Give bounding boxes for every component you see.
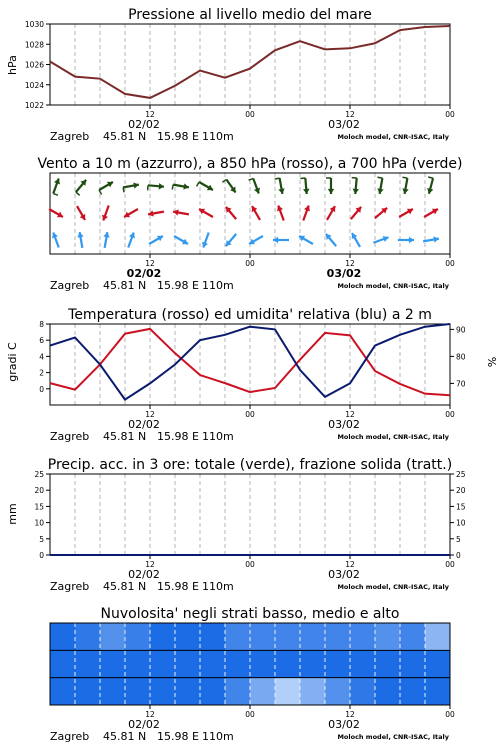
location-lon: 15.98 E [157, 130, 199, 143]
cloud-cell [375, 623, 401, 651]
time-tick-label: 12 [145, 710, 155, 719]
cloud-cell [350, 650, 376, 678]
y-tick-label-right: 5 [456, 534, 461, 544]
date-label: 02/02 [128, 718, 160, 731]
cloud-cell [300, 650, 326, 678]
y-tick-label-right: 25 [456, 470, 466, 479]
y-tick-label: 6 [39, 336, 44, 346]
y-tick-label: 1028 [24, 40, 44, 50]
y-tick-label: 0 [39, 384, 44, 394]
time-tick-label: 12 [345, 110, 355, 119]
cloud-cell [225, 623, 251, 651]
y-tick-label-right: 15 [456, 502, 466, 512]
cloud-cell [350, 623, 376, 651]
wind-title: Vento a 10 m (azzurro), a 850 hPa (rosso), a 700 hPa (verde) [37, 156, 463, 172]
cloud-cell [325, 678, 351, 706]
location-lat: 45.81 N [103, 730, 147, 743]
cloud-cell [50, 623, 76, 651]
date-label: 03/02 [328, 418, 360, 431]
wind-barb [402, 177, 407, 178]
y-tick-label: 8 [39, 320, 44, 329]
location-lon: 15.98 E [157, 730, 199, 743]
wind-barb [172, 185, 173, 190]
cloud-cell [100, 678, 126, 706]
location-elev: 110m [202, 580, 234, 593]
cloud-cell [150, 623, 176, 651]
time-tick-label: 00 [245, 560, 255, 569]
wind-barb [76, 192, 80, 195]
cloud-cell [325, 623, 351, 651]
y-tick-label-right: 10 [456, 518, 466, 528]
cloud-cell [375, 650, 401, 678]
time-tick-label: 12 [145, 560, 155, 569]
model-credit: Moloch model, CNR-ISAC, Italy [337, 733, 449, 741]
y-tick-label-right: 20 [456, 486, 466, 496]
wind-700hpa-arrow-head [353, 189, 359, 194]
y-tick-label: 1026 [24, 60, 44, 70]
cloud-cell [275, 650, 301, 678]
location-elev: 110m [202, 730, 234, 743]
cloud-cell [225, 678, 251, 706]
y-tick-label: 10 [34, 518, 44, 528]
location-lat: 45.81 N [103, 279, 147, 292]
time-tick-label: 00 [245, 110, 255, 119]
date-label: 02/02 [128, 118, 160, 131]
time-tick-label: 00 [445, 410, 455, 419]
wind-barb [123, 187, 124, 192]
cloud-cell [425, 678, 451, 706]
location-lat: 45.81 N [103, 430, 147, 443]
date-label: 02/02 [128, 568, 160, 581]
temp-ylabel-right: % [485, 356, 498, 368]
wind-barb [53, 194, 58, 196]
wind-700hpa-arrow-head [159, 183, 164, 189]
location-elev: 110m [202, 430, 234, 443]
time-tick-label: 12 [145, 110, 155, 119]
cloud-cell [400, 650, 426, 678]
location-name: Zagreb [50, 279, 90, 292]
wind-barb [197, 182, 200, 186]
model-credit: Moloch model, CNR-ISAC, Italy [337, 133, 449, 141]
location-lon: 15.98 E [157, 580, 199, 593]
date-label: 02/02 [128, 418, 160, 431]
cloud-cell [125, 623, 151, 651]
cloud-cell [225, 650, 251, 678]
cloud-cell [300, 623, 326, 651]
cloud-cell [175, 650, 201, 678]
time-tick-label: 12 [345, 410, 355, 419]
cloud-cell [325, 650, 351, 678]
cloud-cell [250, 623, 276, 651]
date-label: 03/02 [326, 267, 362, 280]
y-tick-label: 15 [34, 502, 44, 512]
cloud-cell [375, 678, 401, 706]
temp-title: Temperatura (rosso) ed umidita' relativa (blu) a 2 m [68, 307, 432, 323]
cloud-cell [200, 650, 226, 678]
cloud-cell [250, 678, 276, 706]
cloud-cell [400, 678, 426, 706]
time-tick-label: 00 [445, 710, 455, 719]
location-name: Zagreb [50, 430, 90, 443]
cloud-cell [75, 623, 101, 651]
cloud-cell [150, 650, 176, 678]
clouds-title: Nuvolosita' negli strati basso, medio e alto [100, 606, 400, 622]
cloud-cell [150, 678, 176, 706]
model-credit: Moloch model, CNR-ISAC, Italy [337, 583, 449, 591]
cloud-cell [175, 623, 201, 651]
cloud-cell [75, 678, 101, 706]
cloud-cell [275, 623, 301, 651]
cloud-cell [50, 650, 76, 678]
wind-barb [222, 179, 226, 182]
wind-10m-arrow-head [409, 237, 414, 243]
y-tick-label-right: 70 [456, 379, 466, 389]
location-name: Zagreb [50, 130, 90, 143]
y-tick-label: 20 [34, 486, 44, 496]
cloud-cell [250, 650, 276, 678]
plot-frame [50, 474, 450, 555]
time-tick-label: 00 [445, 560, 455, 569]
y-tick-label-right: 80 [456, 352, 466, 362]
cloud-cell [200, 678, 226, 706]
y-tick-label-right: 90 [456, 325, 466, 335]
y-tick-label: 2 [39, 368, 44, 378]
cloud-cell [125, 678, 151, 706]
cloud-cell [50, 678, 76, 706]
time-tick-label: 12 [145, 259, 155, 268]
pressure-title: Pressione al livello medio del mare [128, 7, 372, 23]
y-tick-label: 5 [39, 534, 44, 544]
cloud-cell [100, 623, 126, 651]
time-tick-label: 00 [245, 259, 255, 268]
y-tick-label: 1024 [24, 80, 44, 90]
date-label: 03/02 [328, 718, 360, 731]
pressure-ylabel: hPa [6, 55, 19, 75]
wind-700hpa-arrow-head [328, 189, 334, 194]
time-tick-label: 00 [245, 410, 255, 419]
temp-ylabel-left: gradi C [6, 342, 19, 382]
cloud-cell [350, 678, 376, 706]
model-credit: Moloch model, CNR-ISAC, Italy [337, 433, 449, 441]
time-tick-label: 12 [345, 259, 355, 268]
location-elev: 110m [202, 279, 234, 292]
cloud-cell [425, 650, 451, 678]
y-tick-label-right: 0 [456, 551, 461, 560]
cloud-cell [100, 650, 126, 678]
cloud-cell [300, 678, 326, 706]
location-lon: 15.98 E [157, 279, 199, 292]
location-name: Zagreb [50, 730, 90, 743]
wind-barb [249, 178, 254, 180]
time-tick-label: 00 [245, 710, 255, 719]
date-label: 02/02 [126, 267, 162, 280]
date-label: 03/02 [328, 568, 360, 581]
chart-marks [25, 20, 466, 743]
wind-barb [428, 177, 433, 178]
wind-10m-arrow-head [273, 237, 278, 243]
model-credit: Moloch model, CNR-ISAC, Italy [337, 282, 449, 290]
cloud-cell [125, 650, 151, 678]
precip-ylabel: mm [6, 503, 19, 525]
cloud-cell [75, 650, 101, 678]
y-tick-label: 0 [39, 551, 44, 560]
location-lat: 45.81 N [103, 580, 147, 593]
location-lat: 45.81 N [103, 130, 147, 143]
time-tick-label: 00 [445, 259, 455, 268]
cloud-cell [175, 678, 201, 706]
cloud-cell [425, 623, 451, 651]
wind-barb [377, 177, 382, 178]
time-tick-label: 12 [145, 410, 155, 419]
wind-barb [275, 178, 280, 179]
time-tick-label: 12 [345, 560, 355, 569]
location-elev: 110m [202, 130, 234, 143]
date-label: 03/02 [328, 118, 360, 131]
time-tick-label: 00 [445, 110, 455, 119]
wind-700hpa-arrow-head [303, 189, 309, 194]
location-name: Zagreb [50, 580, 90, 593]
y-tick-label: 25 [34, 470, 44, 479]
precip-title: Precip. acc. in 3 ore: totale (verde), frazione solida (tratt.) [47, 457, 453, 473]
location-lon: 15.98 E [157, 430, 199, 443]
y-tick-label: 1030 [24, 20, 44, 29]
cloud-cell [400, 623, 426, 651]
y-tick-label: 1022 [24, 101, 44, 110]
cloud-cell [275, 678, 301, 706]
y-tick-label: 4 [39, 352, 44, 362]
cloud-cell [200, 623, 226, 651]
time-tick-label: 12 [345, 710, 355, 719]
